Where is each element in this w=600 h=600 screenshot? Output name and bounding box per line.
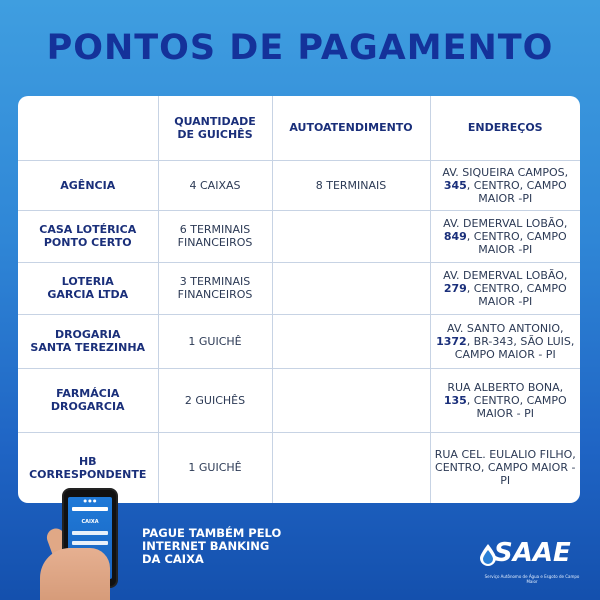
header-autoatendimento: AUTOATENDIMENTO (272, 96, 430, 160)
row-name: DROGARIA SANTA TEREZINHA (18, 314, 158, 368)
row-name: HB CORRESPONDENTE (18, 432, 158, 503)
table-row (18, 368, 580, 432)
screen-field (72, 541, 108, 545)
row-guiches: 6 TERMINAIS FINANCEIROS (158, 210, 272, 262)
table-row (18, 314, 580, 368)
row-address: AV. SANTO ANTONIO, 1372, BR-343, SÃO LUIS, CAMPO MAIOR - PI (430, 314, 580, 368)
row-address: RUA ALBERTO BONA, 135, CENTRO, CAMPO MAIOR - PI (430, 368, 580, 432)
row-address: RUA CEL. EULALIO FILHO, CENTRO, CAMPO MAIOR - PI (434, 448, 576, 488)
screen-field (72, 531, 108, 535)
row-name: LOTERIA GARCIA LTDA (18, 262, 158, 314)
table-row (18, 160, 580, 210)
table-row (18, 210, 580, 262)
logo-text: SAAE (494, 538, 571, 568)
hand-illustration (40, 548, 110, 600)
row-auto (272, 262, 430, 314)
row-address: AV. DEMERVAL LOBÃO, 279, CENTRO, CAMPO MAIOR -PI (430, 262, 580, 314)
row-auto (272, 210, 430, 262)
internet-banking-promo: PAGUE TAMBÉM PELO INTERNET BANKING DA CAIXA (142, 526, 282, 566)
row-name: FARMÁCIA DROGARCIA (18, 368, 158, 432)
row-guiches: 2 GUICHÊS (158, 368, 272, 432)
header-empty (18, 96, 158, 160)
logo-tagline: Serviço Autônomo de Água e Esgoto de Campo Maior (484, 574, 580, 584)
row-name: CASA LOTÉRICA PONTO CERTO (18, 210, 158, 262)
header-quantidade: QUANTIDADE DE GUICHÊS (158, 96, 272, 160)
row-auto: 8 TERMINAIS (272, 160, 430, 210)
phone-screen-label: CAIXA (81, 519, 99, 525)
row-address: AV. DEMERVAL LOBÃO, 849, CENTRO, CAMPO MAIOR -PI (430, 210, 580, 262)
phone-status-bar: ● ● ● (83, 498, 97, 503)
row-auto (272, 368, 430, 432)
table-row (18, 262, 580, 314)
saae-logo (478, 534, 582, 584)
row-guiches: 3 TERMINAIS FINANCEIROS (158, 262, 272, 314)
row-name: AGÊNCIA (18, 160, 158, 210)
row-guiches: 1 GUICHÊ (158, 314, 272, 368)
table-header-row (18, 96, 580, 160)
screen-header-bar (72, 507, 108, 511)
payment-points-table-card (18, 96, 580, 503)
row-guiches: 1 GUICHÊ (158, 432, 272, 503)
payment-points-table (18, 96, 580, 503)
row-auto (272, 432, 430, 503)
page-title: PONTOS DE PAGAMENTO (46, 28, 554, 68)
row-guiches: 4 CAIXAS (158, 160, 272, 210)
row-auto (272, 314, 430, 368)
row-address: AV. SIQUEIRA CAMPOS, 345, CENTRO, CAMPO MAIOR -PI (430, 160, 580, 210)
header-enderecos: ENDEREÇOS (430, 96, 580, 160)
